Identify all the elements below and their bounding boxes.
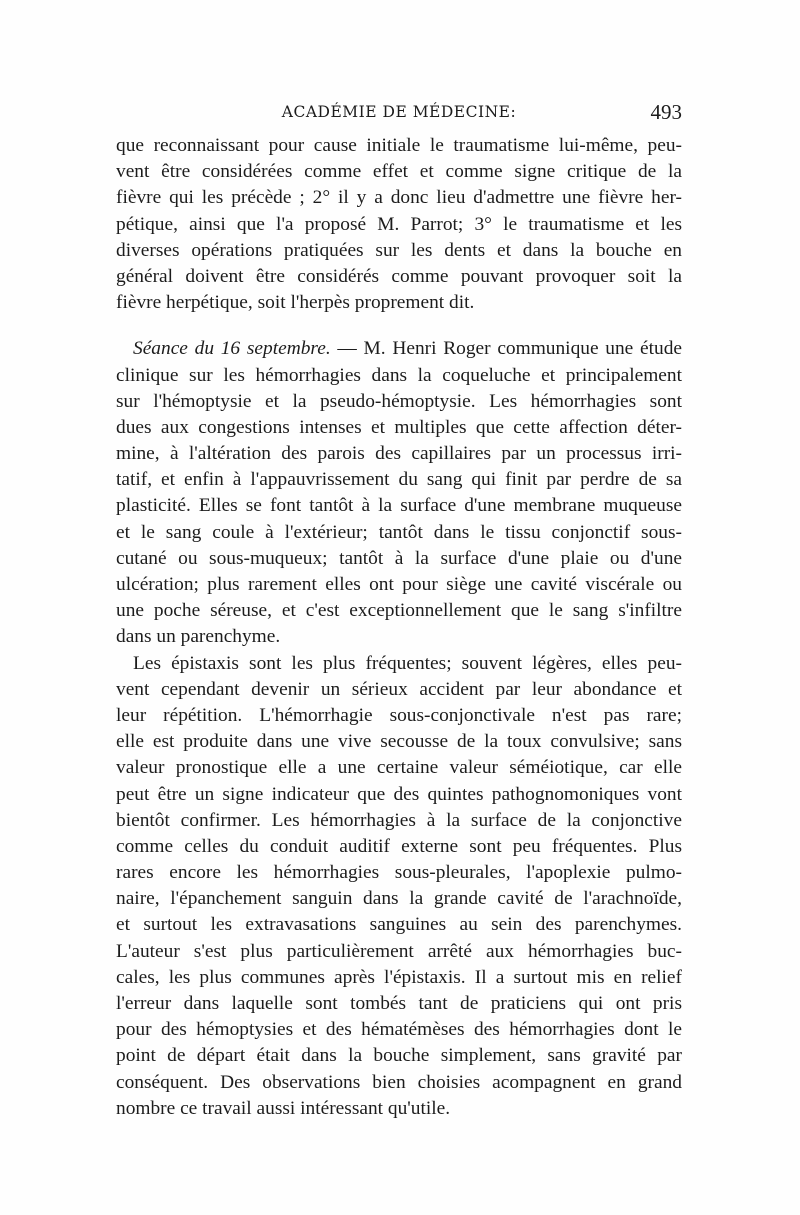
text-line: vent être considérées comme effet et comme signe critique de la: [116, 161, 682, 183]
text-line: comme celles du conduit auditif externe sont peu fréquentes. Plus: [116, 835, 682, 857]
text-line: conséquent. Des observations bien choisies acompagnent en grand: [116, 1071, 682, 1093]
text-line: général doivent être considérés comme pouvant provoquer soit la: [116, 265, 682, 287]
text-line: dans un parenchyme.: [116, 626, 281, 648]
paragraph-1: [116, 133, 682, 316]
text-line: plasticité. Elles se font tantôt à la surface d'une membrane muqueuse: [116, 495, 682, 517]
text-line: leur répétition. L'hémorrhagie sous-conjonctivale n'est pas rare;: [116, 704, 682, 726]
text-line: cales, les plus communes après l'épistaxis. Il a surtout mis en relief: [116, 966, 682, 988]
text-line: L'auteur s'est plus particulièrement arrêté aux hémorrhagies buc-: [116, 940, 682, 962]
text-line: bientôt confirmer. Les hémorrhagies à la surface de la conjonctive: [116, 809, 682, 831]
paragraph-3: [116, 651, 682, 1122]
text-line: que reconnaissant pour cause initiale le traumatisme lui-même, peu-: [116, 135, 682, 156]
running-head: [116, 100, 682, 130]
text-line: rares encore les hémorrhagies sous-pleurales, l'apoplexie pulmo-: [116, 862, 682, 884]
text-line: naire, l'épanchement sanguin dans la grande cavité de l'arachnoïde,: [116, 888, 682, 910]
text-line: nombre ce travail aussi intéressant qu'utile.: [116, 1097, 451, 1119]
body-text: [116, 133, 682, 1122]
text-line: diverses opérations pratiquées sur les dents et dans la bouche en: [116, 239, 682, 261]
text-line: elle est produite dans une vive secousse de la toux convulsive; sans: [116, 731, 682, 753]
text-line: et le sang coule à l'extérieur; tantôt dans le tissu conjonctif sous-: [116, 521, 682, 543]
text-line: et surtout les extravasations sanguines au sein des parenchymes.: [116, 914, 682, 936]
session-heading: Séance du 16 septembre.: [133, 338, 331, 360]
text-line: mine, à l'altération des parois des capillaires par un processus irri-: [116, 443, 682, 465]
text-line: valeur pronostique elle a une certaine valeur séméiotique, car elle: [116, 757, 682, 779]
text-line: fièvre qui les précède ; 2° il y a donc lieu d'admettre une fièvre her-: [116, 187, 682, 209]
text-line: fièvre herpétique, soit l'herpès proprement dit.: [116, 292, 475, 314]
text-line: pour des hémoptysies et des hématémèses des hémorrhagies dont le: [116, 1019, 682, 1041]
running-title: ACADÉMIE DE MÉDECINE:: [281, 103, 517, 121]
text-line: ulcération; plus rarement elles ont pour siège une cavité viscérale ou: [116, 574, 682, 595]
text-line: tatif, et enfin à l'appauvrissement du sang qui finit par perdre de sa: [116, 469, 682, 491]
page-number: 493: [650, 100, 682, 124]
text-line: point de départ était dans la bouche simplement, sans gravité par: [116, 1045, 682, 1067]
text-line: clinique sur les hémorrhagies dans la coqueluche et principalement: [116, 364, 682, 386]
text-line: sur l'hémoptysie et la pseudo-hémoptysie. Les hémorrhagies sont: [116, 390, 682, 412]
text-line: [116, 336, 682, 362]
text-line: peut être un signe indicateur que des quintes pathognomoniques vont: [116, 783, 682, 805]
text-line-rest: — M. Henri Roger communique une étude: [330, 338, 682, 360]
text-line: l'erreur dans laquelle sont tombés tant de praticiens qui ont pris: [116, 993, 682, 1014]
text-line: vent cependant devenir un sérieux accident par leur abondance et: [116, 678, 682, 700]
text-line: cutané ou sous-muqueux; tantôt à la surface d'une plaie ou d'une: [116, 547, 682, 569]
paragraph-2: [116, 336, 682, 650]
text-line: Les épistaxis sont les plus fréquentes; souvent légères, elles peu-: [133, 652, 682, 674]
text-line: pétique, ainsi que l'a proposé M. Parrot; 3° le traumatisme et les: [116, 213, 682, 235]
text-line: dues aux congestions intenses et multiples que cette affection déter-: [116, 416, 682, 438]
text-line: une poche séreuse, et c'est exceptionnellement que le sang s'infiltre: [116, 600, 682, 622]
